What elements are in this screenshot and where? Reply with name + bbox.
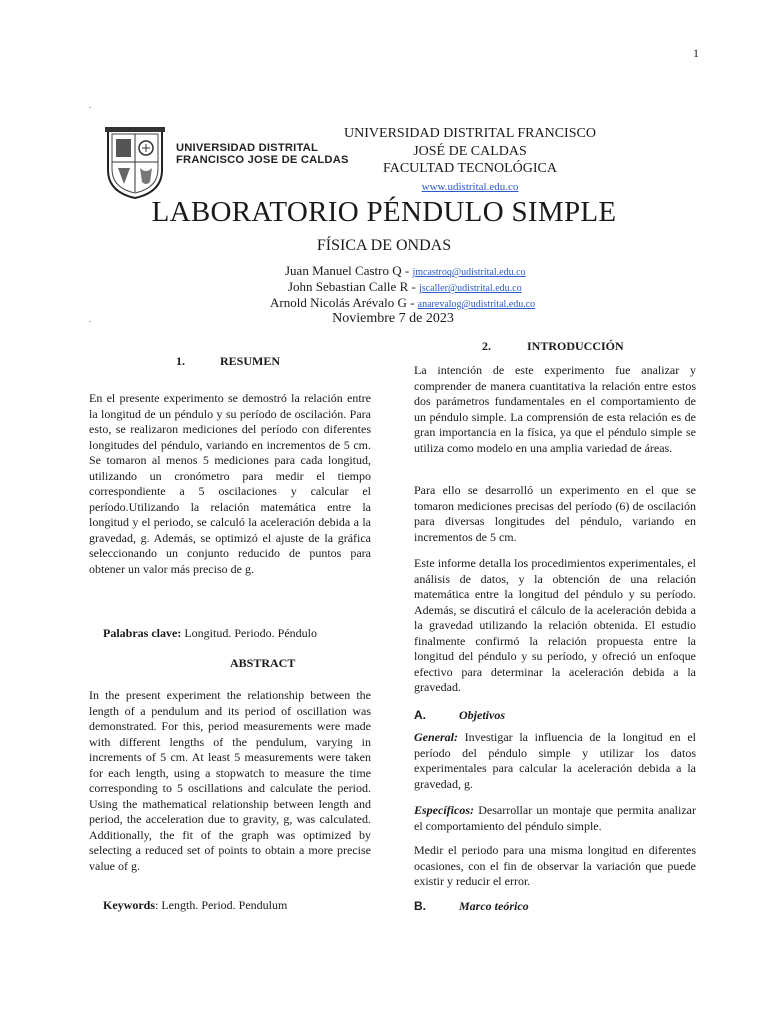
subsection-letter: B. — [414, 899, 426, 913]
university-name: UNIVERSIDAD DISTRITAL FRANCISCO — [344, 126, 596, 141]
paper-date: Noviembre 7 de 2023 — [332, 311, 454, 326]
author-email-link[interactable]: jscaller@udistrital.edu.co — [419, 283, 522, 294]
faculty-name: FACULTAD TECNOLÓGICA — [382, 161, 557, 176]
author-name: Arnold Nicolás Arévalo G - — [270, 295, 418, 310]
general-text: Investigar la influencia de la longitud en el período del péndulo simple y utilizar los datos experimentales para calcular la aceleración debida a la gravedad, g. — [414, 730, 696, 791]
objetivo-general — [414, 730, 696, 792]
keywords-text: : Length. Period. Pendulum — [155, 898, 288, 912]
page-number: 1 — [693, 46, 699, 60]
objetivo-extra: Medir el periodo para una misma longitud en diferentes ocasiones, con el fin de observar la variación que puede existir y reducir el error. — [414, 843, 696, 888]
section-heading-abstract: ABSTRACT — [230, 656, 296, 670]
author-1 — [285, 263, 526, 279]
university-crest-icon — [104, 126, 166, 200]
logo-line-1: UNIVERSIDAD DISTRITAL — [176, 142, 318, 154]
objetivo-especificos — [414, 803, 696, 834]
abstract-keywords — [103, 898, 287, 913]
section-number: 1. — [176, 354, 185, 368]
keywords-label: Keywords — [103, 898, 155, 912]
section-heading-resumen: RESUMEN — [220, 354, 281, 368]
author-email-link[interactable]: anarevalog@udistrital.edu.co — [417, 299, 536, 310]
margin-mark: . — [89, 100, 92, 110]
institution-header — [320, 125, 620, 196]
resumen-keywords — [103, 626, 317, 641]
section-number: 2. — [482, 339, 491, 353]
intro-paragraph-1: La intención de este experimento fue analizar y comprender de manera cuantitativa la relación entre estos dos parámetros fundamentales en el comportamiento de un péndulo simple. La comprensión de esta relación es de gran importancia en la física, ya que el péndulo simple se utiliza como modelo en una amplia variedad de áreas. — [414, 363, 696, 455]
paper-title: LABORATORIO PÉNDULO SIMPLE — [151, 196, 617, 228]
section-heading-introduccion: INTRODUCCIÓN — [527, 339, 624, 353]
author-name: John Sebastian Calle R - — [288, 279, 420, 294]
logo-line-2: FRANCISCO JOSE DE CALDAS — [176, 154, 349, 166]
subsection-letter: A. — [414, 708, 426, 722]
intro-paragraph-2: Para ello se desarrolló un experimento en el que se tomaron mediciones precisas del período (6) de oscilación para diversas longitudes del péndulo, variando en incrementos de 5 cm. — [414, 483, 696, 544]
keywords-label: Palabras clave: — [103, 626, 182, 640]
author-3 — [270, 295, 535, 311]
author-name: Juan Manuel Castro Q - — [285, 263, 413, 278]
author-2 — [288, 279, 522, 295]
resumen-body: En el presente experimento se demostró la relación entre la longitud de un péndulo y su período de oscilación. Para esto, se realizaron mediciones del período con diferentes longitudes del péndulo, variando en incrementos de 5 cm. Se tomaron al menos 5 mediciones para cada longitud, utilizando un cronómetro para medir el tiempo correspondiente a 5 oscilaciones y calcular el período.Utilizando la relación matemática entre la longitud y el periodo, se calculó la aceleración debida a la gravedad, g. Además, se optimizó el ajuste de la gráfica seleccionando un conjunto reducido de puntos para obtener un valor más preciso de g. — [89, 391, 371, 576]
university-name-line2: JOSÉ DE CALDAS — [413, 143, 527, 159]
abstract-body: In the present experiment the relationship between the length of a pendulum and its period of oscillation was demonstrated. For this, period measurements were made with different lengths of the pendulum, varying in increments of 5 cm. At least 5 measurements were taken for each length, using a stopwatch to measure the time corresponding to 5 oscillations and calculate the period. Using the mathematical relationship between length and period, the acceleration due to gravity, g, was calculated. Additionally, the fit of the graph was optimized by selecting a reduced set of points to obtain a more precise value of g. — [89, 688, 371, 873]
paper-subtitle: FÍSICA DE ONDAS — [316, 237, 452, 254]
keywords-text: Longitud. Periodo. Péndulo — [181, 626, 317, 640]
author-email-link[interactable]: jmcastroq@udistrital.edu.co — [412, 267, 526, 278]
especificos-label: Específicos: — [414, 803, 474, 817]
website-link[interactable]: www.udistrital.edu.co — [421, 180, 519, 193]
subsection-heading-marco: Marco teórico — [459, 899, 529, 913]
margin-mark: . — [89, 314, 92, 324]
subsection-heading-objetivos: Objetivos — [459, 708, 505, 722]
especificos-text: Desarrollar un montaje que permita analizar el comportamiento del péndulo simple. — [414, 803, 696, 833]
intro-paragraph-3: Este informe detalla los procedimientos experimentales, el análisis de datos, y la obtención de una relación matemática entre la longitud del péndulo y su período. Además, se discutirá el cálculo de la aceleración debida a la gravedad utilizando la relación obtenida. El estudio finalmente confirmó la relación propuesta entre la longitud del péndulo y su período, y ofreció un enfoque efectivo para determinar la aceleración debida a la gravedad. — [414, 556, 696, 694]
general-label: General: — [414, 730, 458, 744]
